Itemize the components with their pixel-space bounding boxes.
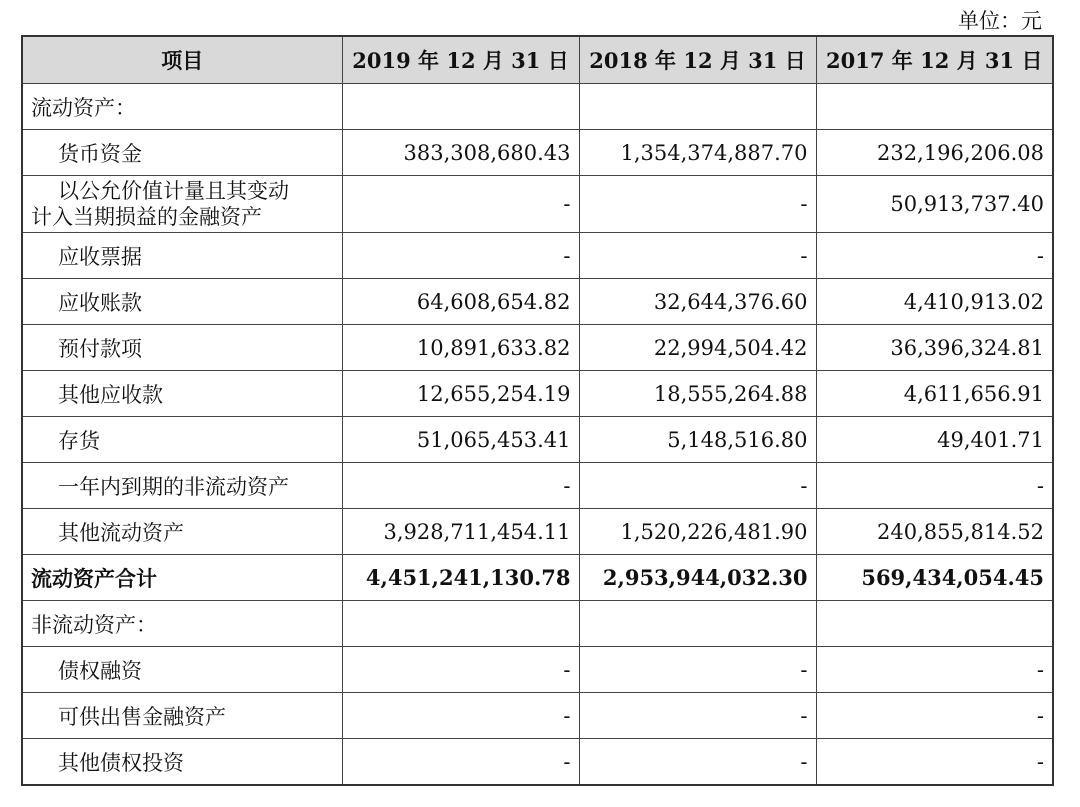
cell-2018: 5,148,516.80 — [579, 417, 816, 463]
row-label: 货币资金 — [22, 130, 342, 176]
cell-2018: 1,520,226,481.90 — [579, 509, 816, 555]
table-row — [22, 463, 1053, 509]
cell-2019 — [342, 601, 579, 647]
cell-2019: 4,451,241,130.78 — [342, 555, 579, 601]
row-label: 流动资产合计 — [22, 555, 342, 601]
header-2017: 2017 年 12 月 31 日 — [816, 36, 1053, 84]
cell-2017: 240,855,814.52 — [816, 509, 1053, 555]
cell-2017: 36,396,324.81 — [816, 325, 1053, 371]
cell-2019: - — [342, 739, 579, 786]
unit-label: 单位：元 — [958, 9, 1042, 33]
row-label-line2: 计入当期损益的金融资产 — [31, 205, 262, 229]
table-row — [22, 325, 1053, 371]
cell-2018: 22,994,504.42 — [579, 325, 816, 371]
cell-2019 — [342, 84, 579, 130]
cell-2018: - — [579, 233, 816, 279]
cell-2017: 4,611,656.91 — [816, 371, 1053, 417]
row-label: 其他应收款 — [22, 371, 342, 417]
cell-2018 — [579, 84, 816, 130]
cell-2019: 10,891,633.82 — [342, 325, 579, 371]
table-row — [22, 417, 1053, 463]
balance-sheet-table — [21, 35, 1054, 786]
cell-2019: - — [342, 693, 579, 739]
cell-2018: - — [579, 693, 816, 739]
cell-2017 — [816, 84, 1053, 130]
cell-2018: 1,354,374,887.70 — [579, 130, 816, 176]
header-2019: 2019 年 12 月 31 日 — [342, 36, 579, 84]
cell-2018 — [579, 601, 816, 647]
cell-2018: 2,953,944,032.30 — [579, 555, 816, 601]
cell-2017: 4,410,913.02 — [816, 279, 1053, 325]
table-row-total — [22, 555, 1053, 601]
cell-2019: - — [342, 176, 579, 233]
cell-2017: - — [816, 233, 1053, 279]
cell-2018: - — [579, 463, 816, 509]
table-row — [22, 739, 1053, 786]
row-label: 预付款项 — [22, 325, 342, 371]
cell-2019: 64,608,654.82 — [342, 279, 579, 325]
cell-2019: - — [342, 463, 579, 509]
cell-2018: - — [579, 176, 816, 233]
table-row — [22, 233, 1053, 279]
cell-2017: 232,196,206.08 — [816, 130, 1053, 176]
cell-2018: 18,555,264.88 — [579, 371, 816, 417]
cell-2017: 569,434,054.45 — [816, 555, 1053, 601]
cell-2017: - — [816, 647, 1053, 693]
row-label: 非流动资产： — [22, 601, 342, 647]
table-row-current-assets-section — [22, 84, 1053, 130]
row-label: 债权融资 — [22, 647, 342, 693]
table-header-row — [22, 36, 1053, 84]
header-2018: 2018 年 12 月 31 日 — [579, 36, 816, 84]
row-label: 流动资产： — [22, 84, 342, 130]
cell-2019: - — [342, 233, 579, 279]
cell-2019: 383,308,680.43 — [342, 130, 579, 176]
row-label: 一年内到期的非流动资产 — [22, 463, 342, 509]
cell-2018: 32,644,376.60 — [579, 279, 816, 325]
cell-2019: 51,065,453.41 — [342, 417, 579, 463]
table-row-noncurrent-assets-section — [22, 601, 1053, 647]
cell-2017: - — [816, 693, 1053, 739]
cell-2017: - — [816, 739, 1053, 786]
row-label: 应收票据 — [22, 233, 342, 279]
table-row — [22, 647, 1053, 693]
table-row — [22, 176, 1053, 233]
row-label — [22, 176, 342, 233]
table-row — [22, 509, 1053, 555]
cell-2019: 3,928,711,454.11 — [342, 509, 579, 555]
cell-2017 — [816, 601, 1053, 647]
cell-2017: 49,401.71 — [816, 417, 1053, 463]
row-label: 存货 — [22, 417, 342, 463]
table-row — [22, 279, 1053, 325]
cell-2018: - — [579, 739, 816, 786]
row-label: 可供出售金融资产 — [22, 693, 342, 739]
cell-2018: - — [579, 647, 816, 693]
cell-2017: 50,913,737.40 — [816, 176, 1053, 233]
table-row — [22, 371, 1053, 417]
row-label: 其他债权投资 — [22, 739, 342, 786]
cell-2017: - — [816, 463, 1053, 509]
table-row — [22, 693, 1053, 739]
cell-2019: 12,655,254.19 — [342, 371, 579, 417]
row-label: 其他流动资产 — [22, 509, 342, 555]
row-label-line1: 以公允价值计量且其变动 — [58, 179, 289, 203]
table-row — [22, 130, 1053, 176]
header-item: 项目 — [22, 36, 342, 84]
row-label: 应收账款 — [22, 279, 342, 325]
cell-2019: - — [342, 647, 579, 693]
